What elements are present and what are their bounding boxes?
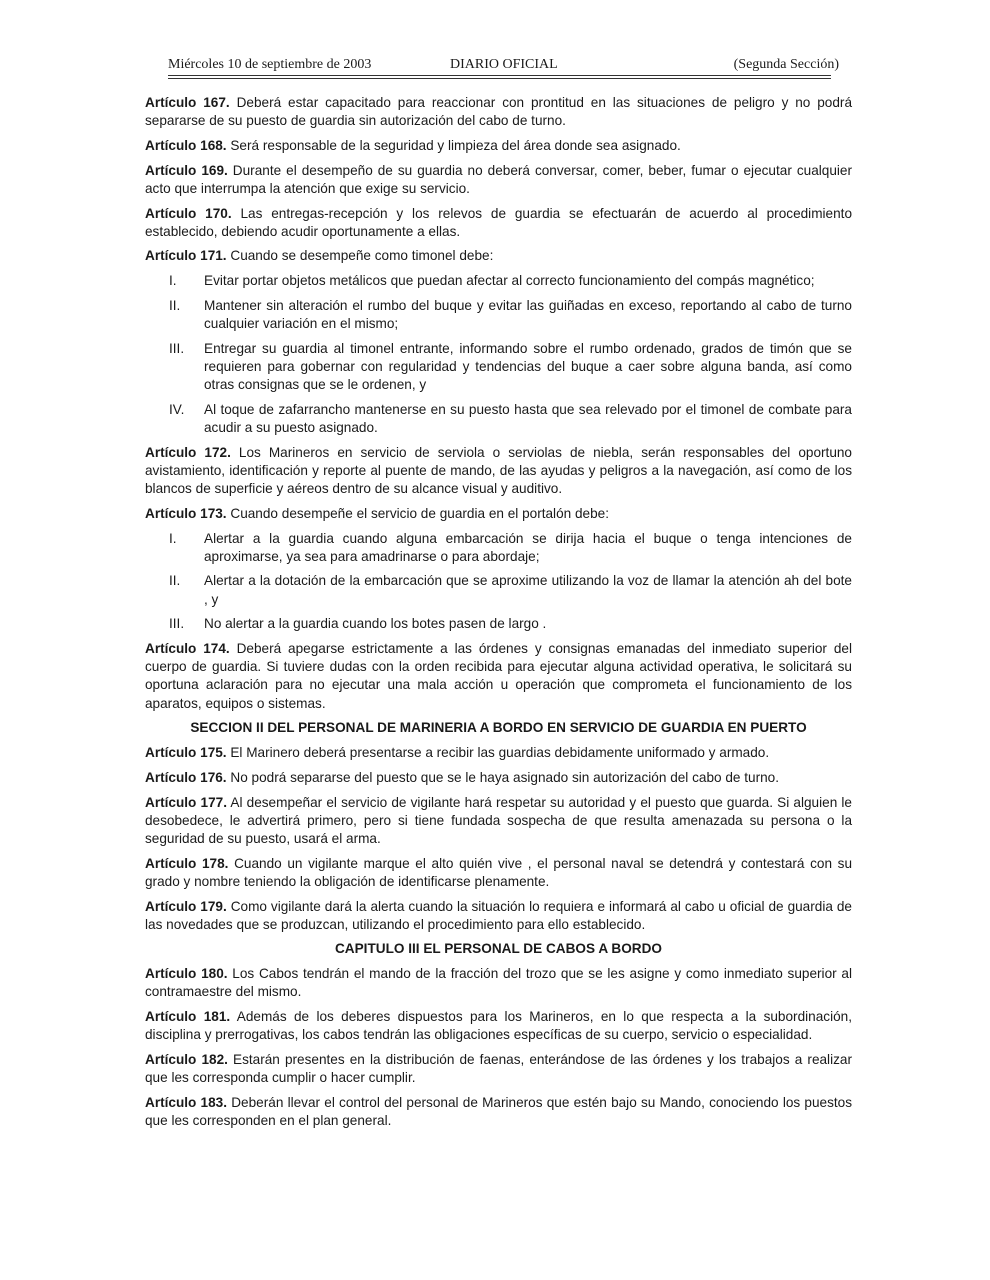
article-paragraph: [145, 505, 852, 523]
list-item-number: II.: [169, 573, 181, 589]
article-text: Como vigilante dará la alerta cuando la situación lo requiera e informará al cabo u oficial de guardia de las novedades que se produzcan, utilizando el procedimiento para ello establecido.: [145, 898, 852, 932]
article-label: Artículo 182.: [145, 1051, 228, 1067]
document-body: [145, 94, 852, 1137]
article-label: Artículo 179.: [145, 898, 227, 914]
article-paragraph: [145, 855, 852, 891]
article-paragraph: [145, 247, 852, 265]
article-text: Estarán presentes en la distribución de faenas, enterándose de las órdenes y los trabajos a realizar que les corresponda cumplir o hacer cumplir.: [145, 1051, 852, 1086]
list-item: [145, 615, 852, 633]
article-text: El Marinero deberá presentarse a recibir las guardias debidamente uniformado y armado.: [226, 745, 770, 761]
list-item: [145, 530, 852, 566]
list-item-number: I.: [169, 273, 177, 289]
article-text: Además de los deberes dispuestos para los Marineros, en lo que respecta a la subordinación, disciplina y prerrogativas, los cabos tendrán las obligaciones específicas de su cuerpo, servicio o especialidad.: [145, 1009, 852, 1043]
section-heading: CAPITULO III EL PERSONAL DE CABOS A BORDO: [334, 941, 663, 957]
list-item-text: Evitar portar objetos metálicos que puedan afectar al correcto funcionamiento del compás magnético;: [204, 273, 815, 289]
article-label: Artículo 178.: [145, 855, 229, 871]
article-text: Deberá estar capacitado para reaccionar con prontitud en las situaciones de peligro y no podrá separarse de su puesto de guardia sin autorización del cabo de turno.: [145, 95, 853, 129]
list-item-text: Mantener sin alteración el rumbo del buque y evitar las guiñadas en exceso, reportando al cabo de turno cualquier variación en el mismo;: [204, 297, 852, 332]
article-text: No podrá separarse del puesto que se le haya asignado sin autorización del cabo de turno.: [226, 769, 780, 785]
article-text: Cuando desempeñe el servicio de guardia en el portalón debe:: [226, 505, 609, 521]
list-item-text: Entregar su guardia al timonel entrante, informando sobre el rumbo ordenado, grados de timón que se requieren para gobernar con regularidad y tendencias del buque a caer sobre alguna banda, así como otras consignas que se le ordenen, y: [204, 340, 852, 393]
page-header: [168, 57, 839, 75]
article-paragraph: [145, 162, 852, 198]
article-label: Artículo 174.: [145, 641, 230, 657]
list-item: [145, 272, 852, 290]
article-text: Los Cabos tendrán el mando de la fracción del trozo que se les asigne y como inmediato superior al contramaestre del mismo.: [145, 966, 852, 1000]
article-text: Deberá apegarse estrictamente a las órdenes y consignas emanadas del inmediato superior del cuerpo de guardia. Si tuviere dudas con la orden recibida para ejecutar alguna actividad operativa, le solicitará su oportuna aclaración para no ejecutar una mala acción u operación que comprometa el funcionamiento de los aparatos, equipos o sistemas.: [145, 641, 852, 711]
list-item: [145, 401, 852, 437]
article-label: Artículo 180.: [145, 966, 228, 982]
article-paragraph: [145, 444, 852, 499]
article-paragraph: [145, 794, 852, 849]
article-paragraph: [145, 965, 852, 1001]
article-paragraph: [145, 1008, 852, 1044]
article-label: Artículo 181.: [145, 1009, 231, 1025]
article-paragraph: [145, 205, 852, 241]
article-paragraph: [145, 1094, 852, 1130]
article-label: Artículo 175.: [145, 745, 227, 761]
list-item-number: I.: [169, 530, 177, 546]
list-item-number: IV.: [169, 401, 185, 417]
article-text: Los Marineros en servicio de serviola o serviolas de niebla, serán responsables del oportuno avistamiento, identificación y reporte al puente de mando, de las ayudas y peligros a la navegación, así como de los blancos de superficie y aéreos dentro de su alcance visual y auditivo.: [145, 444, 852, 497]
article-text: Será responsable de la seguridad y limpieza del área donde sea asignado.: [226, 137, 681, 153]
header-title: DIARIO OFICIAL: [450, 57, 558, 72]
list-item: [145, 297, 852, 333]
list-item-text: Alertar a la guardia cuando alguna embarcación se dirija hacia el buque o tenga intenciones de aproximarse, ya sea para amadrinarse o para abordaje;: [204, 530, 852, 564]
article-label: Artículo 169.: [145, 162, 228, 178]
list-item: [145, 340, 852, 395]
article-label: Artículo 171.: [145, 248, 227, 264]
article-paragraph: [145, 94, 852, 130]
article-label: Artículo 176.: [145, 769, 227, 785]
list-item-text: No alertar a la guardia cuando los botes pasen de largo .: [204, 616, 547, 632]
article-text: Cuando un vigilante marque el alto quién vive , el personal naval se detendrá y contestará con su grado y nombre teniendo la obligación de identificarse plenamente.: [145, 855, 853, 889]
article-label: Artículo 172.: [145, 444, 231, 460]
list-item-number: III.: [169, 616, 185, 632]
article-paragraph: [145, 744, 852, 762]
article-paragraph: [145, 640, 852, 713]
header-date: Miércoles 10 de septiembre de 2003: [168, 57, 372, 72]
list-item-text: Al toque de zafarrancho mantenerse en su puesto hasta que sea relevado por el timonel de combate para acudir a su puesto asignado.: [204, 401, 852, 436]
list-item-number: II.: [169, 297, 181, 313]
list-item-text: Alertar a la dotación de la embarcación que se aproxime utilizando la voz de llamar la atención ah del bote , y: [204, 573, 852, 607]
article-text: Durante el desempeño de su guardia no deberá conversar, comer, beber, fumar o ejecutar cualquier acto que interrumpa la atención que exige su servicio.: [145, 162, 853, 196]
article-text: Deberán llevar el control del personal de Marineros que estén bajo su Mando, conociendo los puestos que les corresponden en el plan general.: [145, 1094, 853, 1129]
article-label: Artículo 167.: [145, 95, 230, 110]
article-text: Las entregas-recepción y los relevos de guardia se efectuarán de acuerdo al procedimiento establecido, debiendo acudir oportunamente a ellas.: [145, 205, 853, 239]
article-text: Al desempeñar el servicio de vigilante hará respetar su autoridad y el puesto que guarda. Si alguien le desobedece, le advertirá primero, pero si tiene fundada sospecha de que resulta amenazada su persona o la seguridad de su puesto, usará el arma.: [145, 794, 852, 846]
article-paragraph: [145, 769, 852, 787]
article-label: Artículo 183.: [145, 1094, 228, 1110]
header-section: (Segunda Sección): [733, 57, 839, 72]
article-label: Artículo 173.: [145, 505, 227, 521]
article-paragraph: [145, 1051, 852, 1087]
header-rule-top: [168, 75, 831, 76]
article-label: Artículo 177.: [145, 794, 227, 810]
article-paragraph: [145, 137, 852, 155]
header-rule-bottom: [168, 78, 831, 79]
article-label: Artículo 170.: [145, 205, 232, 221]
article-text: Cuando se desempeñe como timonel debe:: [226, 248, 494, 264]
article-label: Artículo 168.: [145, 137, 227, 153]
list-item-number: III.: [169, 340, 185, 356]
section-heading: SECCION II DEL PERSONAL DE MARINERIA A BORDO EN SERVICIO DE GUARDIA EN PUERTO: [190, 720, 807, 736]
list-item: [145, 572, 852, 608]
article-paragraph: [145, 898, 852, 934]
